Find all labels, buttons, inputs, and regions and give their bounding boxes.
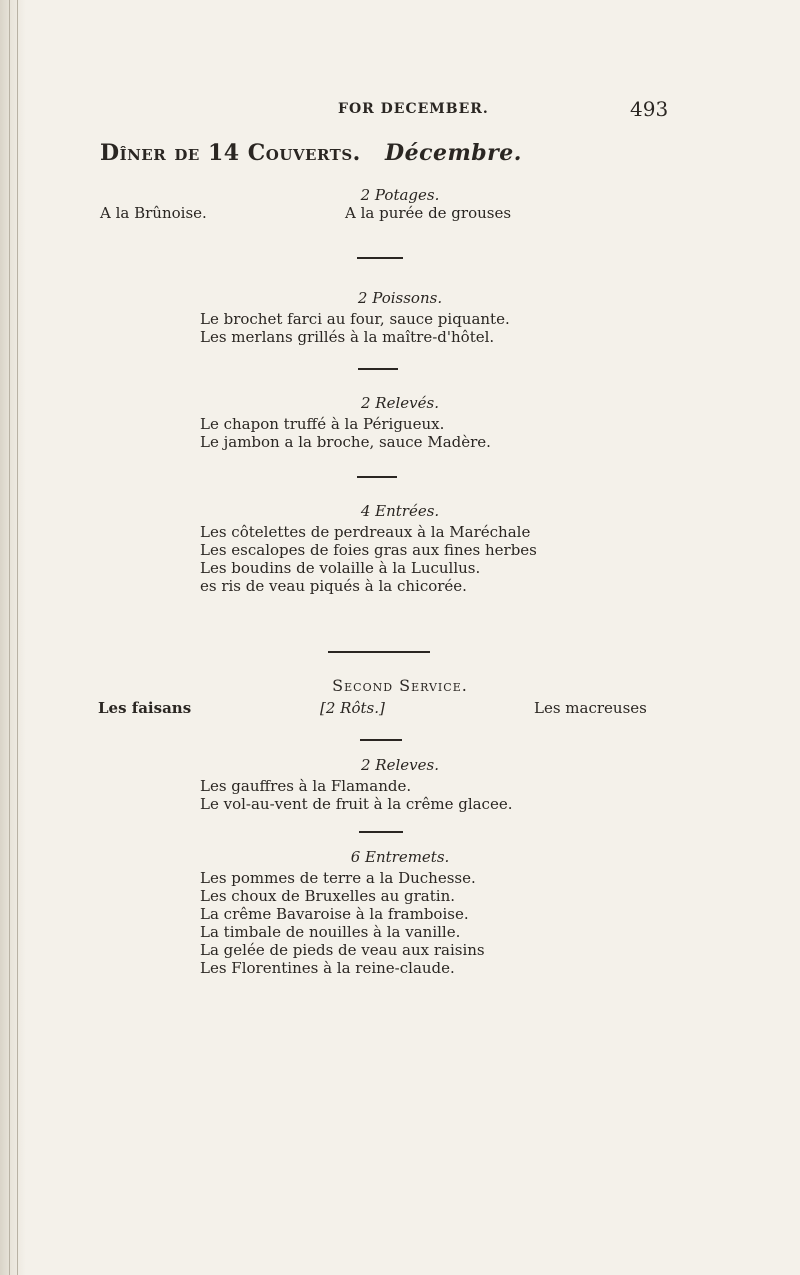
- list-item: es ris de veau piqués à la chicorée.: [200, 577, 467, 595]
- entremets-list: [200, 869, 485, 977]
- section-heading-releves2: 2 Releves.: [361, 756, 439, 774]
- menu-title: [100, 140, 522, 166]
- list-item: Le chapon truffé à la Périgueux.: [200, 415, 445, 433]
- divider: [357, 257, 403, 259]
- list-item: La gelée de pieds de veau aux raisins: [200, 941, 485, 959]
- entrees-list: [200, 523, 537, 595]
- list-item: Les gauffres à la Flamande.: [200, 777, 412, 795]
- list-item: Le jambon a la broche, sauce Madère.: [200, 433, 491, 451]
- section-heading-entrees: 4 Entrées.: [360, 502, 440, 520]
- potage-right: A la purée de grouses: [345, 204, 512, 222]
- poissons-list: [200, 310, 510, 346]
- divider: [359, 831, 403, 833]
- list-item: Les pommes de terre a la Duchesse.: [200, 869, 476, 887]
- section-heading-potages: 2 Potages.: [360, 186, 440, 204]
- divider: [328, 651, 430, 653]
- divider: [360, 739, 402, 741]
- list-item: Les Florentines à la reine-claude.: [200, 959, 455, 977]
- page-header: [0, 97, 800, 123]
- list-item: Les merlans grillés à la maître-d'hôtel.: [200, 328, 495, 346]
- list-item: Les escalopes de foies gras aux fines herbes: [200, 541, 537, 559]
- list-item: Le brochet farci au four, sauce piquante.: [200, 310, 510, 328]
- list-item: Les choux de Bruxelles au gratin.: [200, 887, 455, 905]
- list-item: La crême Bavaroise à la framboise.: [200, 905, 469, 923]
- rots-right: Les macreuses: [534, 699, 647, 717]
- rots-left: Les faisans: [98, 699, 192, 717]
- releves-list: [200, 415, 491, 451]
- rots-center: [2 Rôts.]: [320, 699, 385, 717]
- menu-title-month: Décembre.: [385, 140, 522, 166]
- list-item: La timbale de nouilles à la vanille.: [200, 923, 461, 941]
- list-item: Les boudins de volaille à la Lucullus.: [200, 559, 481, 577]
- running-head: FOR DECEMBER.: [338, 101, 489, 117]
- menu-title-main: Dîner de 14 Couverts.: [100, 140, 361, 166]
- second-service-heading: Second Service.: [332, 676, 468, 695]
- list-item: Les côtelettes de perdreaux à la Maréchale: [200, 523, 531, 541]
- section-heading-releves: 2 Relevés.: [361, 394, 439, 412]
- divider: [358, 368, 398, 370]
- section-heading-poissons: 2 Poissons.: [357, 289, 443, 307]
- list-item: Le vol-au-vent de fruit à la crême glacee.: [200, 795, 513, 813]
- page-number: 493: [630, 97, 669, 121]
- divider: [357, 476, 397, 478]
- releves2-list: [200, 777, 512, 813]
- potage-left: A la Brûnoise.: [100, 204, 207, 222]
- section-heading-entremets: 6 Entremets.: [350, 848, 450, 866]
